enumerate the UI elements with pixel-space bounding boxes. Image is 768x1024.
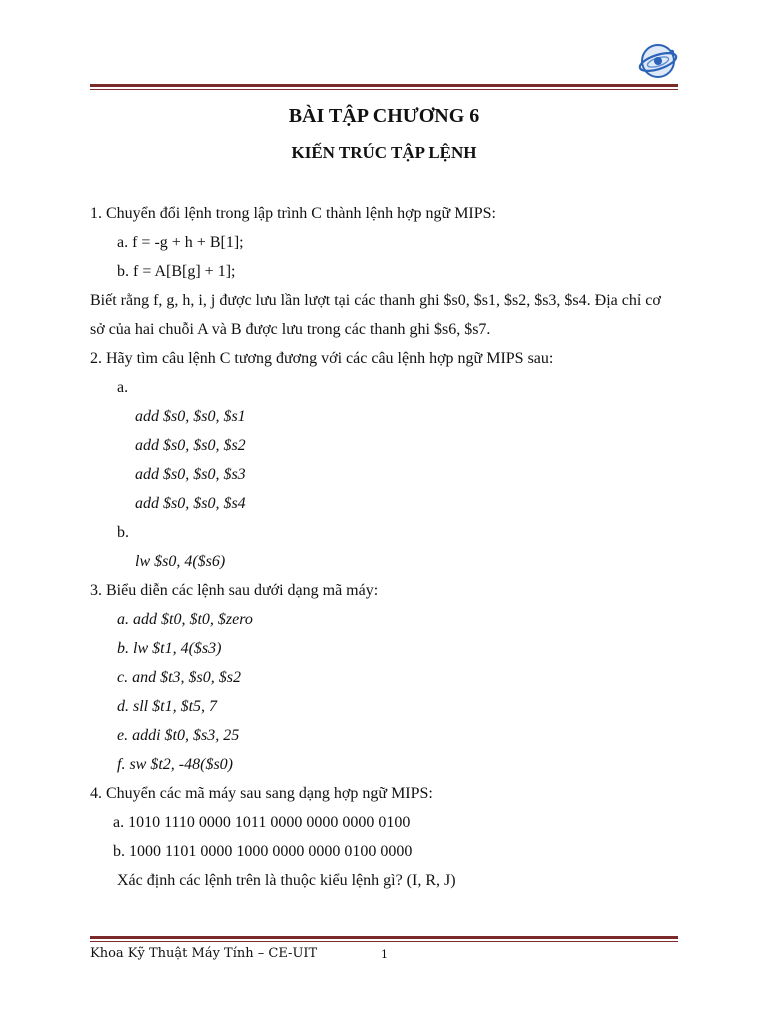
exercise-4-question: Xác định các lệnh trên là thuộc kiểu lệnh gì? (I, R, J) bbox=[117, 872, 456, 889]
exercise-1b: b. f = A[B[g] + 1]; bbox=[117, 263, 236, 280]
exercise-3b: b. lw $t1, 4($s3) bbox=[117, 640, 222, 657]
footer-rule bbox=[90, 936, 678, 942]
exercise-2a-instr-3: add $s0, $s0, $s3 bbox=[135, 466, 246, 483]
exercise-2-heading: 2. Hãy tìm câu lệnh C tương đương với các câu lệnh hợp ngữ MIPS sau: bbox=[90, 350, 554, 367]
exercise-4b: b. 1000 1101 0000 1000 0000 0000 0100 0000 bbox=[113, 843, 413, 860]
page-number: 1 bbox=[381, 948, 388, 961]
exercise-1-note-line-2: sở của hai chuỗi A và B được lưu trong các thanh ghi $s6, $s7. bbox=[90, 321, 491, 338]
exercise-1-heading: 1. Chuyển đổi lệnh trong lập trình C thành lệnh hợp ngữ MIPS: bbox=[90, 205, 496, 222]
exercise-3d: d. sll $t1, $t5, 7 bbox=[117, 698, 218, 715]
exercise-1-note-line-1: Biết rằng f, g, h, i, j được lưu lần lượt tại các thanh ghi $s0, $s1, $s2, $s3, $s4. Địa chỉ cơ bbox=[90, 292, 661, 309]
exercise-3e: e. addi $t0, $s3, 25 bbox=[117, 727, 240, 744]
exercise-2a-instr-4: add $s0, $s0, $s4 bbox=[135, 495, 246, 512]
exercise-1a: a. f = -g + h + B[1]; bbox=[117, 234, 244, 251]
exercise-3-heading: 3. Biểu diễn các lệnh sau dưới dạng mã máy: bbox=[90, 582, 379, 599]
uit-circular-logo-icon bbox=[636, 43, 680, 79]
exercise-2a-label: a. bbox=[117, 379, 129, 396]
page-title: BÀI TẬP CHƯƠNG 6 bbox=[288, 105, 480, 127]
exercise-3c: c. and $t3, $s0, $s2 bbox=[117, 669, 241, 686]
exercise-4-heading: 4. Chuyển các mã máy sau sang dạng hợp ngữ MIPS: bbox=[90, 785, 433, 802]
page-subtitle: KIẾN TRÚC TẬP LỆNH bbox=[291, 143, 477, 162]
footer-department: Khoa Kỹ Thuật Máy Tính – CE-UIT bbox=[90, 946, 318, 961]
exercise-2b-label: b. bbox=[117, 524, 129, 541]
exercise-4a: a. 1010 1110 0000 1011 0000 0000 0000 0100 bbox=[113, 814, 411, 831]
header-rule bbox=[90, 84, 678, 90]
exercise-2b-instr-1: lw $s0, 4($s6) bbox=[135, 553, 226, 570]
exercise-2a-instr-1: add $s0, $s0, $s1 bbox=[135, 408, 246, 425]
exercise-3f: f. sw $t2, -48($s0) bbox=[117, 756, 233, 773]
exercise-2a-instr-2: add $s0, $s0, $s2 bbox=[135, 437, 246, 454]
exercise-3a: a. add $t0, $t0, $zero bbox=[117, 611, 253, 628]
